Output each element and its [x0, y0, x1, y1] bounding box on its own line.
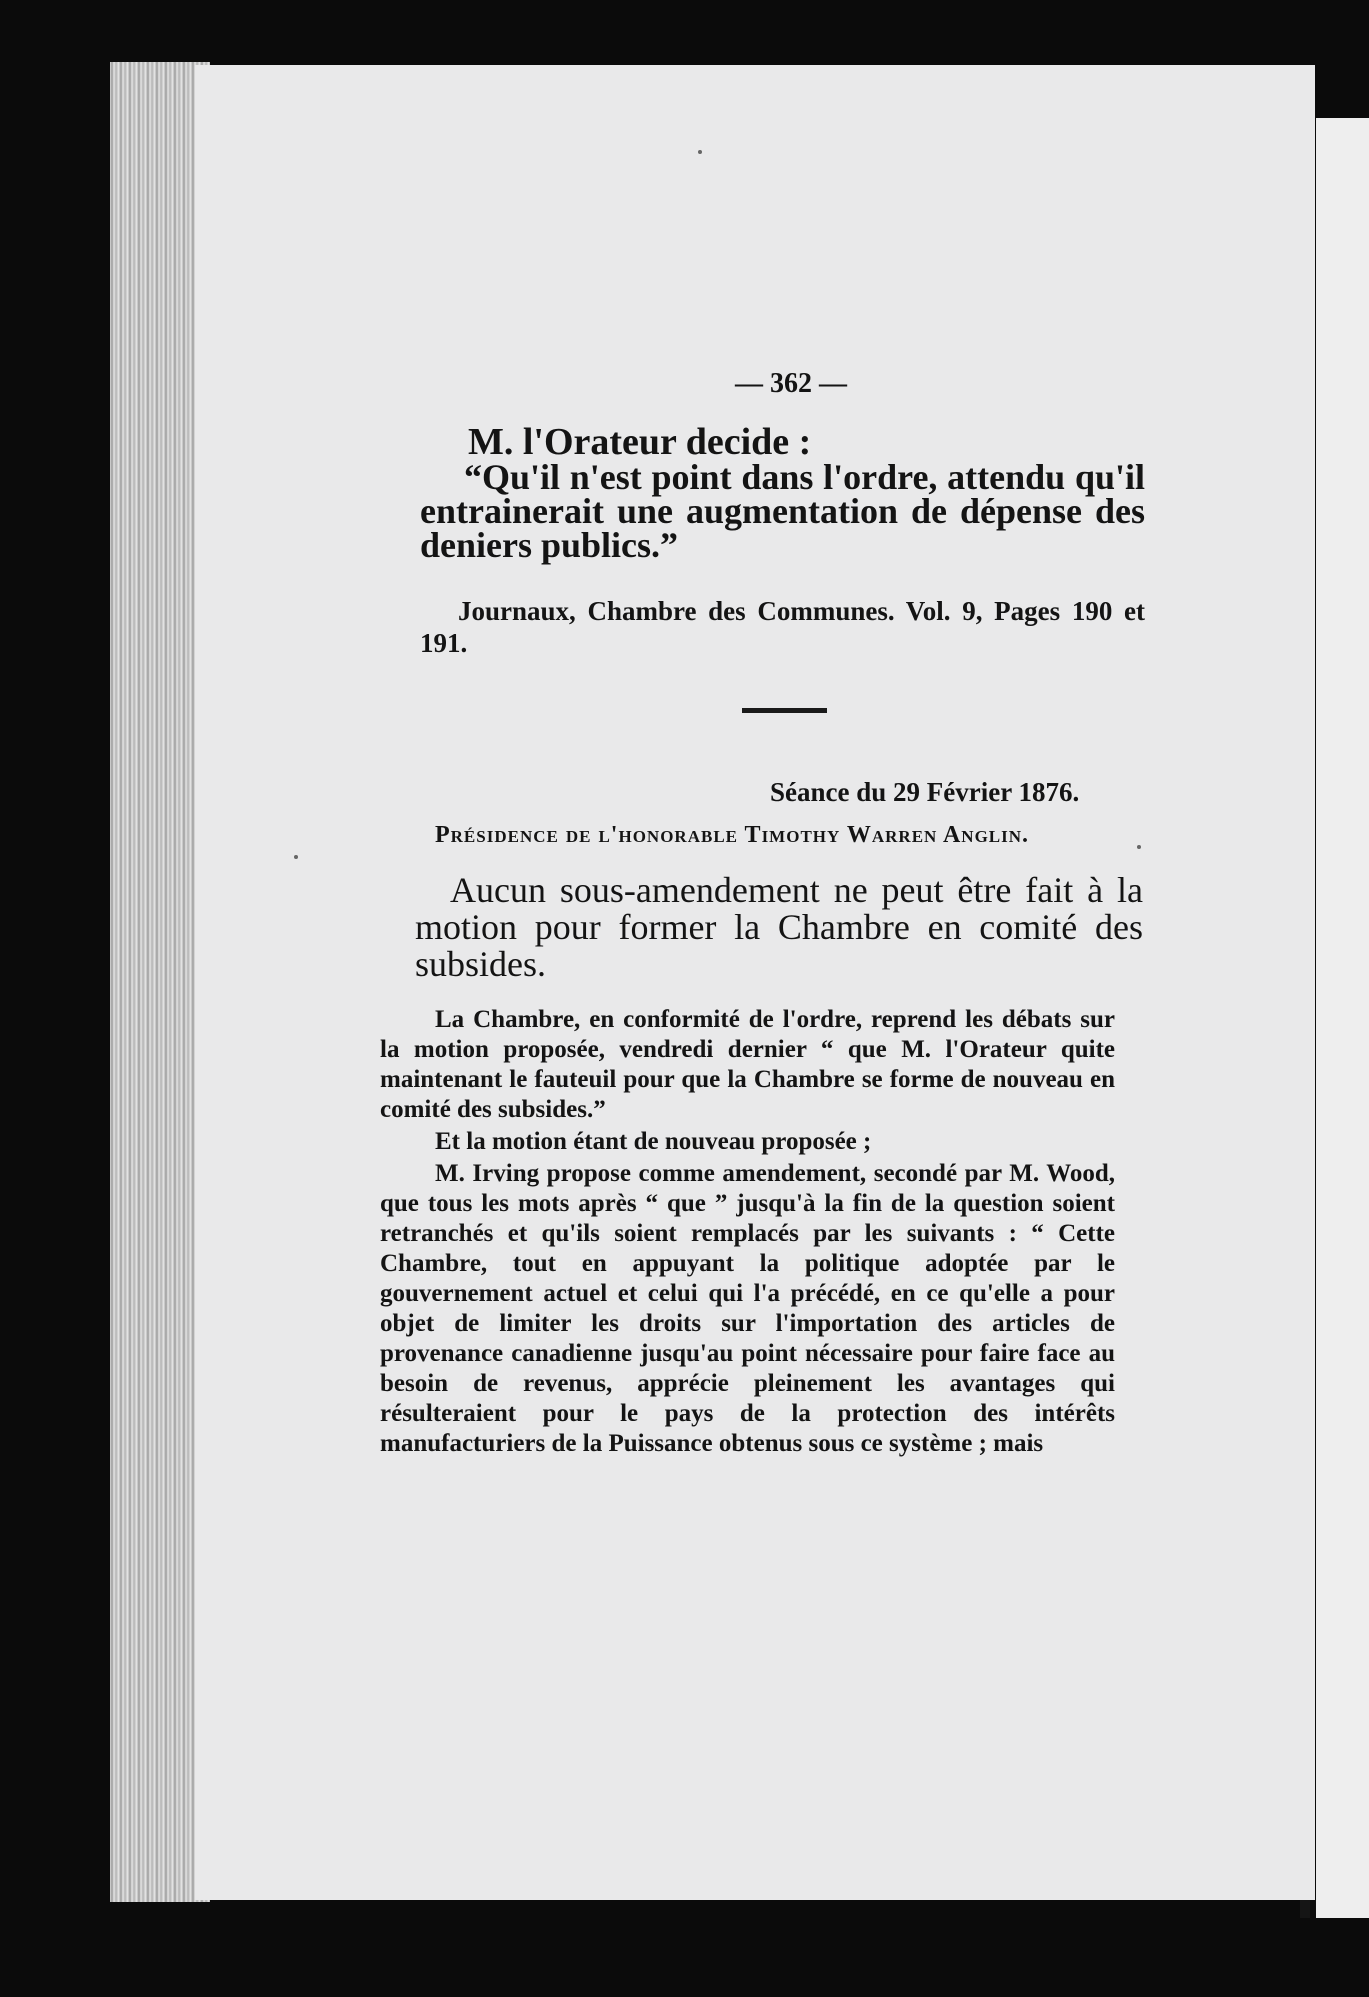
scan-speck	[1137, 845, 1141, 849]
ruling-heading: M. l'Orateur decide :	[468, 421, 812, 463]
body-text	[380, 1005, 1115, 1461]
section-divider	[742, 708, 827, 713]
ruling-quote	[420, 457, 1145, 565]
section-subheading	[415, 872, 1143, 983]
session-date: Séance du 29 Février 1876.	[770, 777, 1080, 807]
paragraph: La Chambre, en conformité de l'ordre, reprend les débats sur la motion proposée, vendredi dernier “ que M. l'Orateur quite maintenant le fauteuil pour que la Chambre se forme de nouveau en comité des subsides.”	[380, 1006, 1115, 1123]
adjacent-page-edge	[1316, 118, 1369, 1918]
ruling-quote-text: “Qu'il n'est point dans l'ordre, attendu qu'il entrainerait une augmentation de dépense des deniers publics.”	[420, 457, 1145, 565]
paragraph: M. Irving propose comme amendement, secondé par M. Wood, que tous les mots après “ que ” jusqu'à la fin de la question soient retranchés et qu'ils soient remplacés par les suivants : “ Cette Chambre, tout en appuyant la politique adoptée par le gouvernement actuel et celui qui l'a précédé, en ce qu'elle a pour objet de limiter les droits sur l'importation des articles de provenance canadienne jusqu'au point nécessaire pour faire face au besoin de revenus, apprécie pleinement les avantages qui résulteraient pour le pays de la protection des intérêts manufacturiers de la Puissance obtenus sous ce système ; mais	[380, 1160, 1115, 1457]
scan-speck	[294, 855, 298, 859]
presidency-line: Présidence de l'honorable Timothy Warren Anglin.	[435, 822, 1030, 848]
citation: Journaux, Chambre des Communes. Vol. 9, Pages 190 et 191.	[420, 596, 1145, 658]
page-number: — 362 —	[735, 368, 847, 399]
scan-speck	[698, 150, 702, 154]
paragraph: Et la motion étant de nouveau proposée ;	[435, 1128, 872, 1155]
subheading-text: Aucun sous-amendement ne peut être fait à la motion pour former la Chambre en comité des subsides.	[415, 870, 1143, 984]
